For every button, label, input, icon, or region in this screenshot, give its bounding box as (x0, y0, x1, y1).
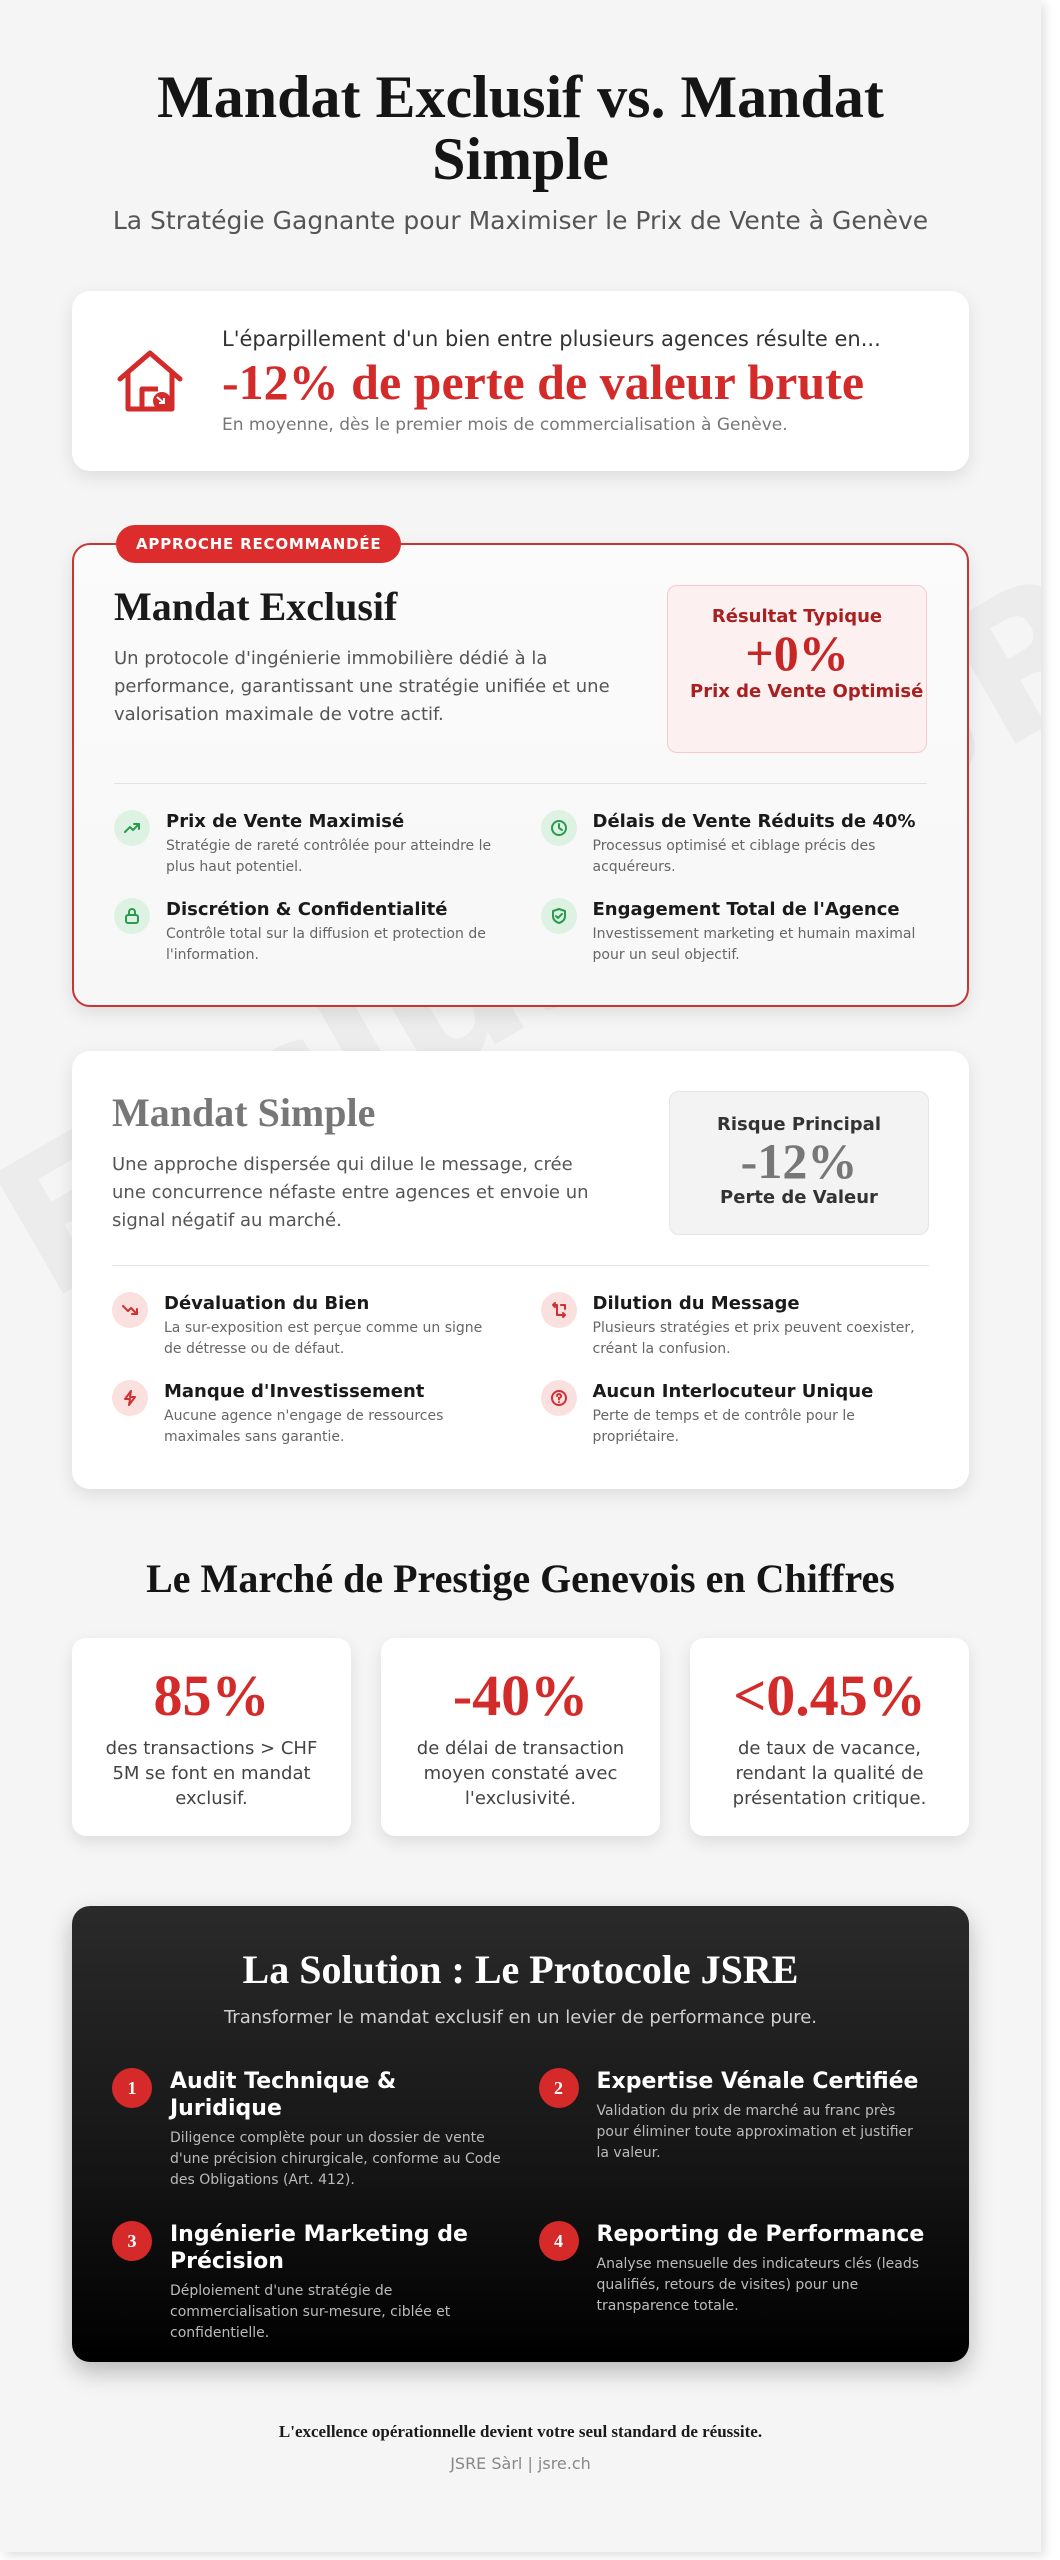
solution-title: La Solution : Le Protocole JSRE (242, 1947, 799, 1992)
step-title: Reporting de Performance (596, 2222, 925, 2247)
feature-desc: Contrôle total sur la diffusion et protection de l'information. (166, 926, 486, 963)
feature-item (112, 1380, 501, 1448)
feature-title: Manque d'Investissement (164, 1381, 425, 1402)
step-desc: Validation du prix de marché au franc près pour éliminer toute approximation et justifier la valeur. (596, 2103, 913, 2161)
shuffle-icon (541, 1292, 577, 1328)
step-desc: Diligence complète pour un dossier de vente d'une précision chirurgicale, conforme au Code des Obligations (Art. 412). (170, 2130, 501, 2188)
risk-value: -12% (740, 1133, 858, 1189)
feature-item (112, 1292, 501, 1360)
solution-subtitle: Transformer le mandat exclusif en un levier de performance pure. (223, 2007, 818, 2028)
step-number: 3 (112, 2221, 152, 2261)
feature-item (541, 810, 928, 878)
result-sub: Prix de Vente Optimisé (690, 681, 924, 702)
result-value: +0% (745, 625, 849, 681)
stats-row (72, 1638, 969, 1836)
page-title: Mandat Exclusif vs. Mandat Simple (157, 64, 884, 192)
feature-title: Délais de Vente Réduits de 40% (592, 811, 916, 832)
feature-title: Dilution du Message (592, 1293, 800, 1314)
stat-desc: de délai de transaction moyen constaté avec l'exclusivité. (416, 1738, 625, 1809)
feature-item (541, 1380, 930, 1448)
stat-card (72, 1638, 351, 1836)
house-loss-icon (112, 343, 188, 419)
feature-desc: Perte de temps et de contrôle pour le propriétaire. (592, 1408, 855, 1445)
hero-note: En moyenne, dès le premier mois de commercialisation à Genève. (222, 415, 788, 435)
feature-item (541, 1292, 930, 1360)
feature-desc: Processus optimisé et ciblage précis des acquéreurs. (592, 838, 876, 875)
simple-title: Mandat Simple (112, 1090, 376, 1135)
stat-value: -40% (452, 1663, 589, 1728)
hero-intro: L'éparpillement d'un bien entre plusieurs agences résulte en... (222, 327, 881, 351)
feature-item (114, 810, 501, 878)
exclusive-title: Mandat Exclusif (114, 584, 398, 629)
risk-sub: Perte de Valeur (720, 1187, 878, 1208)
feature-desc: Stratégie de rareté contrôlée pour atteindre le plus haut potentiel. (166, 838, 492, 875)
footer-company: JSRE Sàrl | jsre.ch (450, 2454, 591, 2473)
lock-icon (114, 898, 150, 934)
step-item (539, 2068, 930, 2191)
simple-features (112, 1292, 929, 1448)
feature-desc: Plusieurs stratégies et prix peuvent coexister, créant la confusion. (592, 1320, 915, 1357)
shield-check-icon (541, 898, 577, 934)
question-icon (541, 1380, 577, 1416)
page-subtitle: La Stratégie Gagnante pour Maximiser le Prix de Vente à Genève (112, 206, 929, 235)
step-desc: Déploiement d'une stratégie de commercialisation sur-mesure, ciblée et confidentielle. (170, 2283, 451, 2341)
recommended-badge: APPROCHE RECOMMANDÉE (116, 525, 401, 563)
step-item (539, 2221, 930, 2344)
step-title: Audit Technique & Juridique (170, 2069, 397, 2121)
lightning-icon (112, 1380, 148, 1416)
step-desc: Analyse mensuelle des indicateurs clés (leads qualifiés, retours de visites) pour une transparence totale. (596, 2256, 920, 2314)
market-title: Le Marché de Prestige Genevois en Chiffres (146, 1556, 895, 1601)
exclusive-description: Un protocole d'ingénierie immobilière dédié à la performance, garantissant une stratégie unifiée et une valorisation maximale de votre actif. (114, 648, 610, 725)
exclusive-features (114, 810, 927, 966)
feature-title: Engagement Total de l'Agence (592, 899, 900, 920)
trend-down-icon (112, 1292, 148, 1328)
divider (114, 783, 927, 784)
solution-card (72, 1906, 969, 2362)
stat-card (690, 1638, 969, 1836)
hero-card (72, 291, 969, 471)
solution-steps (112, 2068, 929, 2344)
feature-title: Prix de Vente Maximisé (166, 811, 405, 832)
stat-value: 85% (153, 1663, 270, 1728)
stat-card (381, 1638, 660, 1836)
risk-label: Risque Principal (716, 1114, 881, 1135)
step-title: Expertise Vénale Certifiée (596, 2069, 919, 2094)
feature-title: Dévaluation du Bien (164, 1293, 370, 1314)
main-risk-box (669, 1091, 929, 1235)
feature-title: Aucun Interlocuteur Unique (592, 1381, 874, 1402)
clock-icon (541, 810, 577, 846)
exclusive-mandate-card (72, 535, 969, 1007)
stat-desc: des transactions > CHF 5M se font en mandat exclusif. (105, 1738, 318, 1809)
stat-desc: de taux de vacance, rendant la qualité de présentation critique. (732, 1738, 927, 1809)
feature-title: Discrétion & Confidentialité (166, 899, 448, 920)
hero-stat: -12% de perte de valeur brute (222, 354, 865, 410)
hero-text (222, 327, 881, 435)
feature-desc: Investissement marketing et humain maximal pour un seul objectif. (592, 926, 916, 963)
result-label: Résultat Typique (711, 606, 883, 627)
feature-desc: La sur-exposition est perçue comme un signe de détresse ou de défaut. (164, 1320, 483, 1357)
simple-mandate-card (72, 1051, 969, 1489)
feature-desc: Aucune agence n'engage de ressources maximales sans garantie. (164, 1408, 444, 1445)
feature-item (541, 898, 928, 966)
step-title: Ingénierie Marketing de Précision (170, 2222, 468, 2274)
divider (112, 1265, 929, 1266)
feature-item (114, 898, 501, 966)
step-item (112, 2221, 503, 2344)
footer-tagline: L'excellence opérationnelle devient votre seul standard de réussite. (278, 2422, 763, 2441)
step-item (112, 2068, 503, 2191)
trend-up-icon (114, 810, 150, 846)
simple-description: Une approche dispersée qui dilue le message, crée une concurrence néfaste entre agences et envoie un signal négatif au marché. (112, 1154, 589, 1231)
step-number: 2 (539, 2068, 579, 2108)
step-number: 1 (112, 2068, 152, 2108)
typical-result-box (667, 585, 927, 753)
stat-value: <0.45% (733, 1663, 926, 1728)
step-number: 4 (539, 2221, 579, 2261)
